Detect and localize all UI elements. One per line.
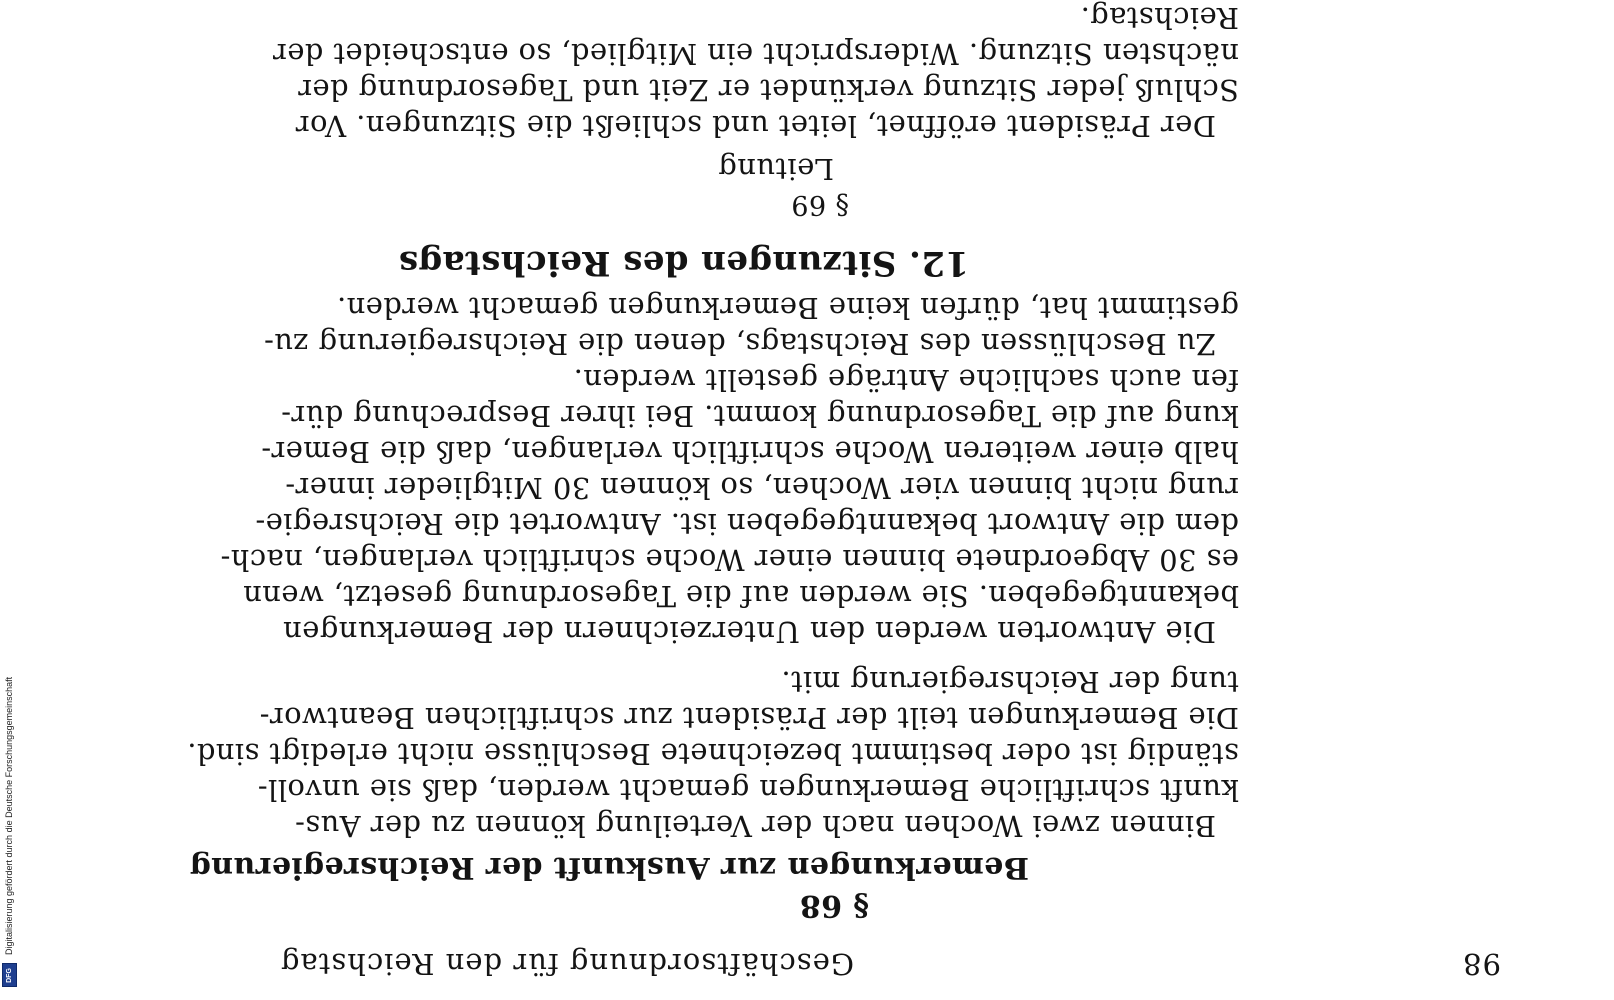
section-68-line: rung nicht binnen vier Wochen, so können 30 Mitglieder inner- [284, 471, 1239, 505]
section-68-line: Binnen zwei Wochen nach der Verteilung können zu der Aus- [294, 809, 1216, 843]
section-68-line: kung auf die Tagesordnung kommt. Bei ihrer Besprechung dür- [280, 399, 1239, 433]
section-69-line: Schluß jeder Sitzung verkündet er Zeit und Tagesordnung der [297, 73, 1239, 107]
section-68-number: § 68 [799, 888, 869, 923]
section-68-line: dem die Antwort bekanntgegeben ist. Antwortet die Reichsregie- [255, 507, 1239, 541]
section-68-line: halb einer weiteren Woche schriftlich verlangen, daß die Bemer- [260, 435, 1239, 469]
section-69-line: Der Präsident eröffnet, leitet und schließt die Sitzungen. Vor [295, 109, 1216, 143]
section-68-line: tung der Reichsregierung mit. [781, 665, 1239, 699]
dfg-logo-text: DFG [6, 967, 13, 983]
section-68-line: gestimmt hat, dürfen keine Bemerkungen gemacht werden. [336, 291, 1239, 325]
section-68-heading: Bemerkungen zur Auskunft der Reichsregierung [189, 850, 1029, 885]
section-68-line: Zu Beschlüssen des Reichstags, denen die Reichsregierung zu- [263, 327, 1216, 361]
section-68-line: Die Bemerkungen teilt der Präsident zur schriftlichen Beantwor- [259, 701, 1239, 735]
section-68-line: fen auch sachliche Anträge gestellt werden. [573, 363, 1239, 397]
section-68-line: bekanntgegeben. Sie werden auf die Tagesordnung gesetzt, wenn [242, 579, 1239, 613]
section-68-line: Die Antworten werden den Unterzeichnern der Bemerkungen [282, 615, 1216, 649]
section-68-line: ständig ist oder bestimmt bezeichnete Beschlüsse nicht erledigt sind. [186, 737, 1239, 771]
running-head: Geschäftsordnung für den Reichstag [279, 947, 854, 981]
section-69-line: Reichstag. [1080, 1, 1239, 35]
section-69-number: § 69 [790, 189, 849, 220]
section-69-heading: Leitung [717, 152, 834, 186]
page-number: 98 [1462, 947, 1501, 981]
digitization-sidebar [0, 0, 20, 1000]
section-68-line: es 30 Abgeordnete binnen einer Woche schriftlich verlangen, nach- [220, 543, 1239, 577]
section-69-line: nächsten Sitzung. Widerspricht ein Mitglied, so entscheidet der [272, 37, 1239, 71]
dfg-credit: Digitalisierung gefördert durch die Deutsche Forschungsgemeinschaft [4, 676, 14, 955]
dfg-logo-icon [2, 963, 17, 987]
section-68-line: kunft schriftliche Bemerkungen gemacht werden, daß sie unvoll- [257, 773, 1239, 807]
chapter-title: 12. Sitzungen des Reichstags [398, 243, 969, 283]
